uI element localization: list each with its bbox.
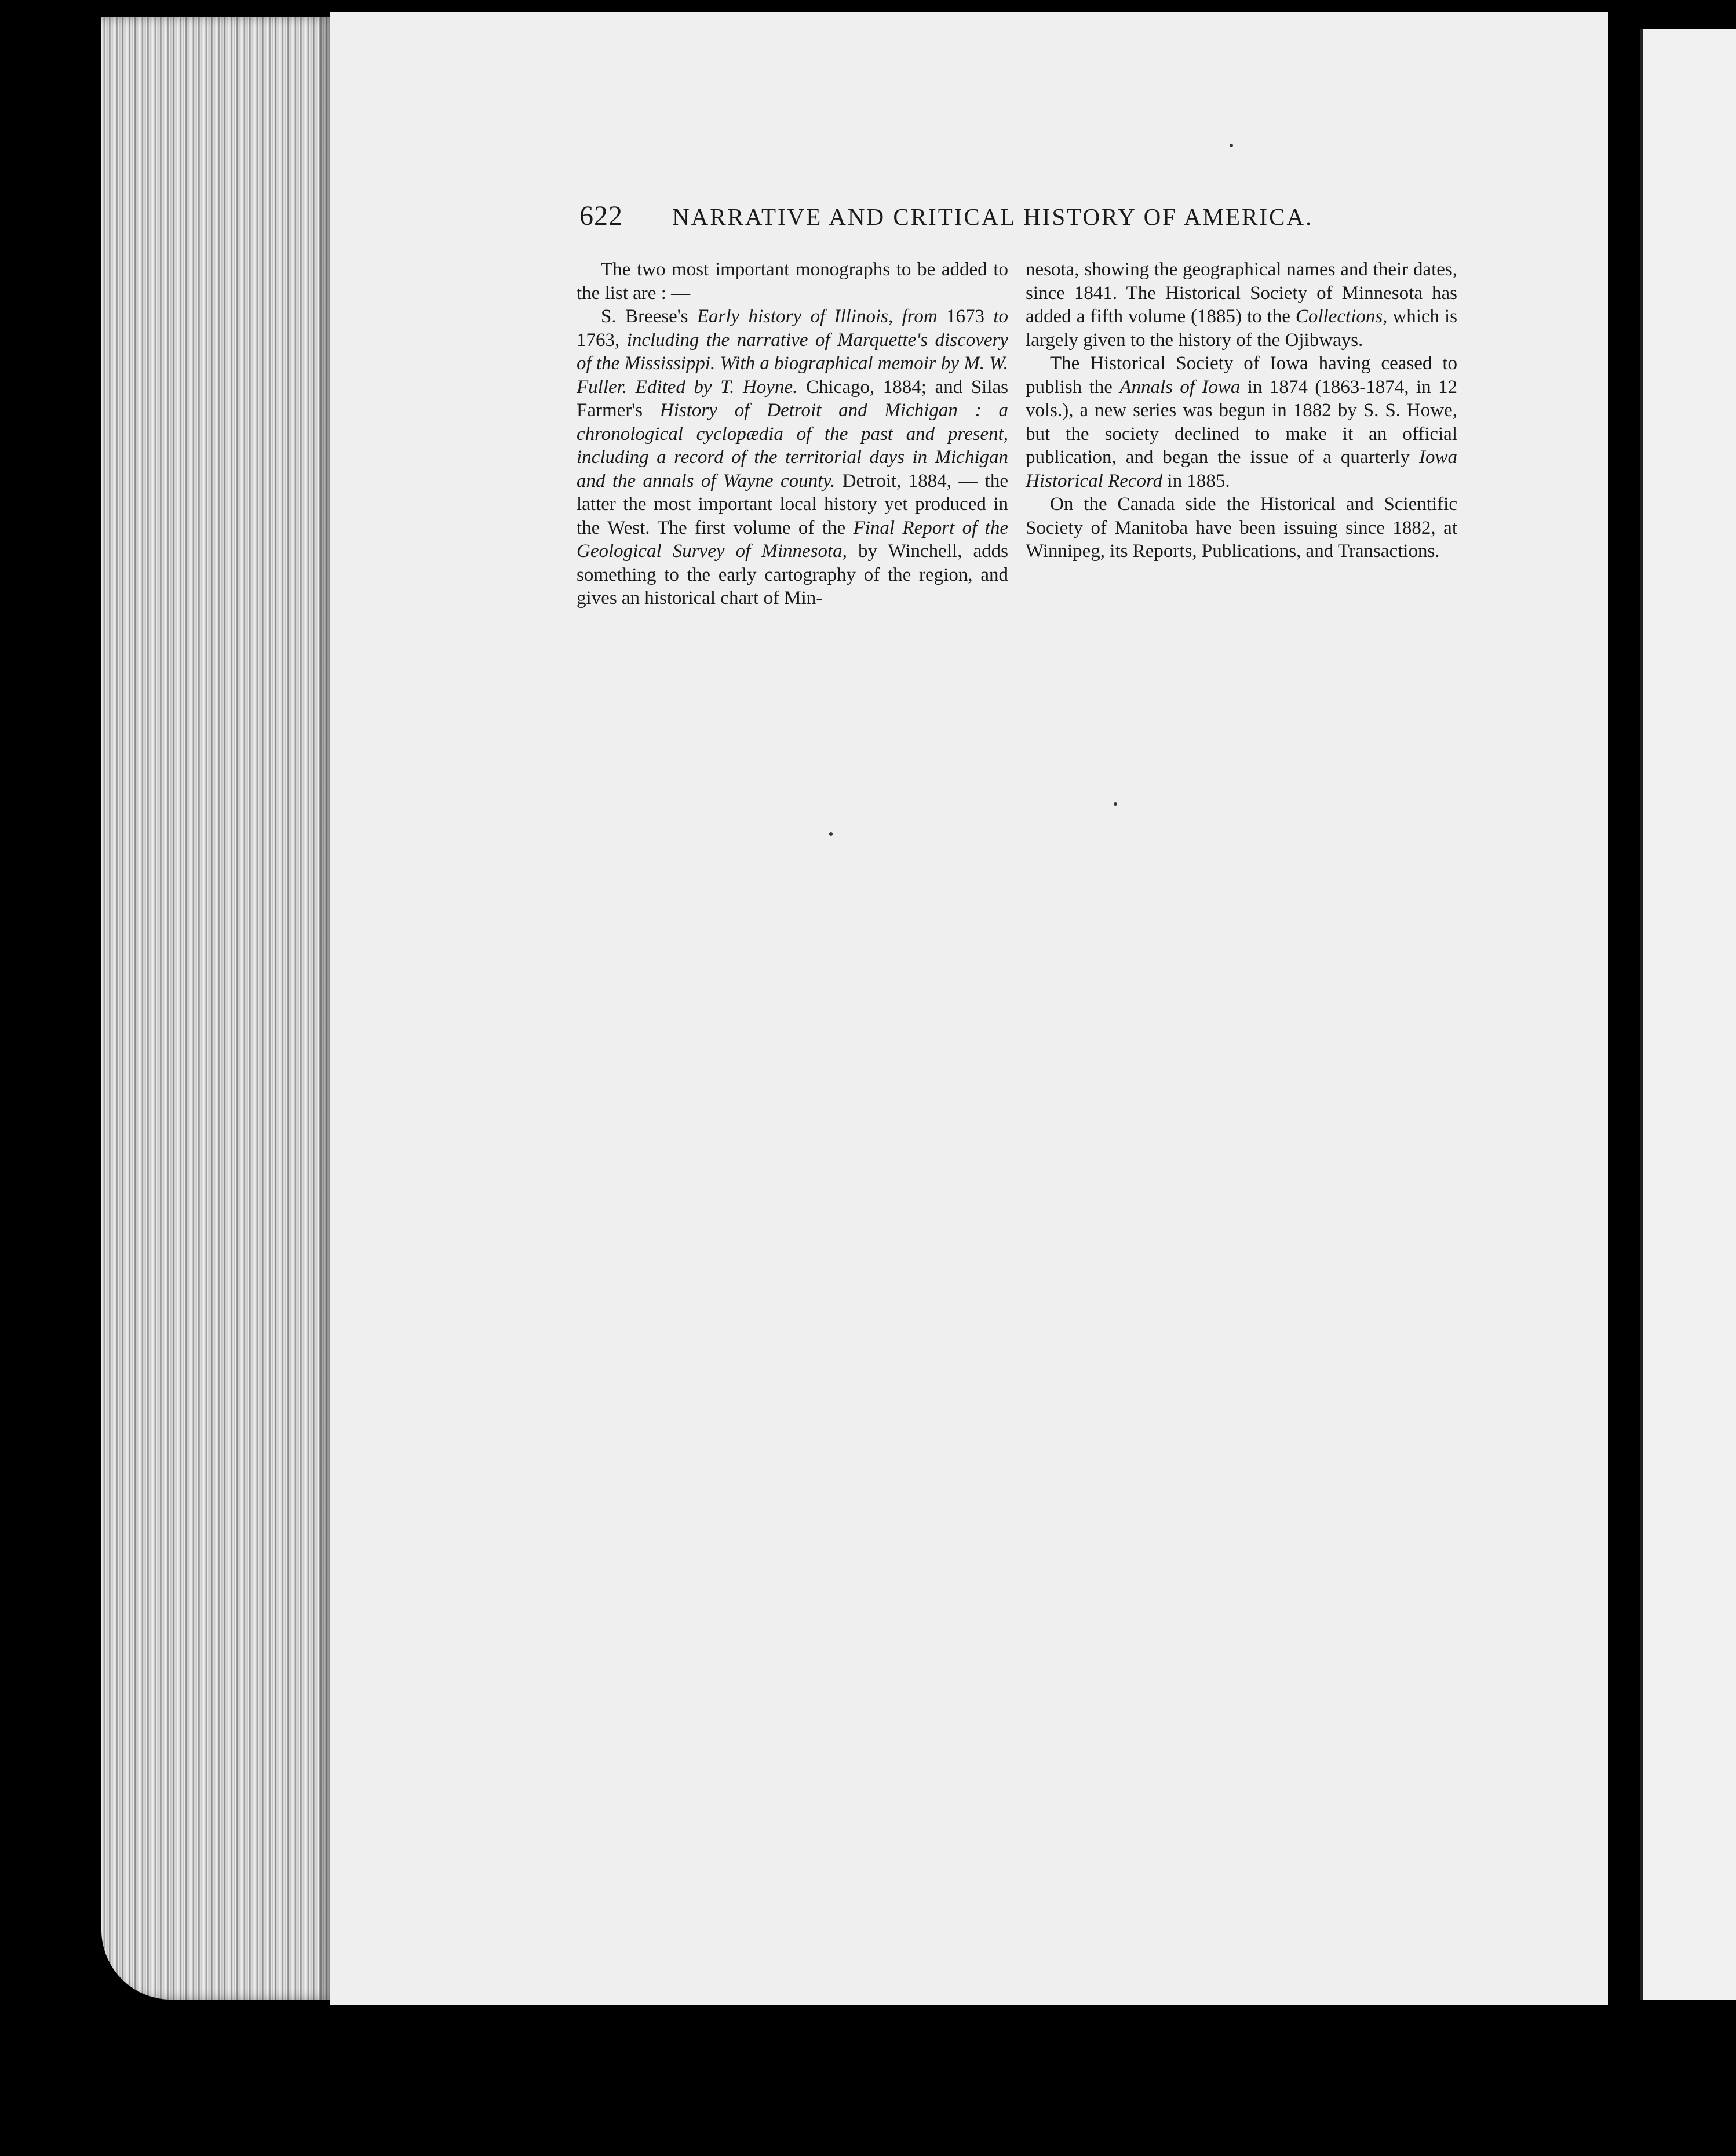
paragraph [577,305,1008,610]
paragraph: On the Canada side the Historical and Scientific Society of Manitoba have been issuing since 1882, at Winnipeg, its Reports, Publications, and Transactions. [1026,494,1457,562]
text-run: in 1874 (1863-1874, in 12 vols.), a new series was begun in 1882 by S. S. Howe, but the society declined to make it an official publication, and began the issue of a quarterly [1026,376,1457,468]
speck-mark [1230,144,1233,147]
italic-title: Final Report of the Geological Survey of Minnesota, [577,517,1008,562]
paragraph [1026,258,1457,352]
italic-title: including the narrative of Marquette's discovery of the Mississippi. With a biographical memoir by M. W. Fuller. Edited by T. Hoyne. [577,329,1008,398]
text-run: which is largely given to the history of the Ojibways. [1026,306,1457,351]
text-run: nesota, showing the geographical names and their dates, since 1841. The Historical Society of Minnesota has added a fifth volume (1885) to the [1026,259,1457,327]
text-run: Detroit, 1884, — the latter the most important local history yet produced in the West. The first volume of the [577,470,1008,538]
italic-title: Early history of Illinois, from [696,306,938,327]
running-title: NARRATIVE AND CRITICAL HISTORY OF AMERICA. [672,203,1314,230]
text-run: The Historical Society of Iowa having ceased to publish the [1026,353,1457,398]
text-columns [577,258,1457,610]
text-run: Chicago, 1884; and Silas Farmer's [577,376,1008,421]
italic-title: to [993,306,1008,327]
italic-title: Collections, [1295,306,1388,327]
paragraph [1026,352,1457,493]
text-run: by Winchell, adds something to the early cartography of the region, and gives an historical chart of Min- [577,541,1008,609]
speck-mark [829,832,833,836]
italic-title: Iowa Historical Record [1026,447,1457,491]
text-run: in 1885. [1162,470,1230,491]
right-column [1026,258,1457,610]
text-run: 1763, [577,329,627,351]
text-run: S. Breese's [601,306,697,327]
book-page-edges [101,17,336,2000]
speck-mark [1114,802,1117,806]
facing-page-edge [1640,29,1736,2000]
text-run: 1673 [937,306,994,327]
running-header [579,200,1373,232]
left-column [577,258,1008,610]
paragraph: The two most important monographs to be added to the list are : — [577,259,1008,304]
page-number: 622 [579,201,623,231]
italic-title: Annals of Iowa [1119,376,1241,398]
italic-title: History of Detroit and Michigan : a chronological cyclopædia of the past and present, including a record of the territorial days in Michigan and the annals of Wayne county. [577,400,1009,491]
